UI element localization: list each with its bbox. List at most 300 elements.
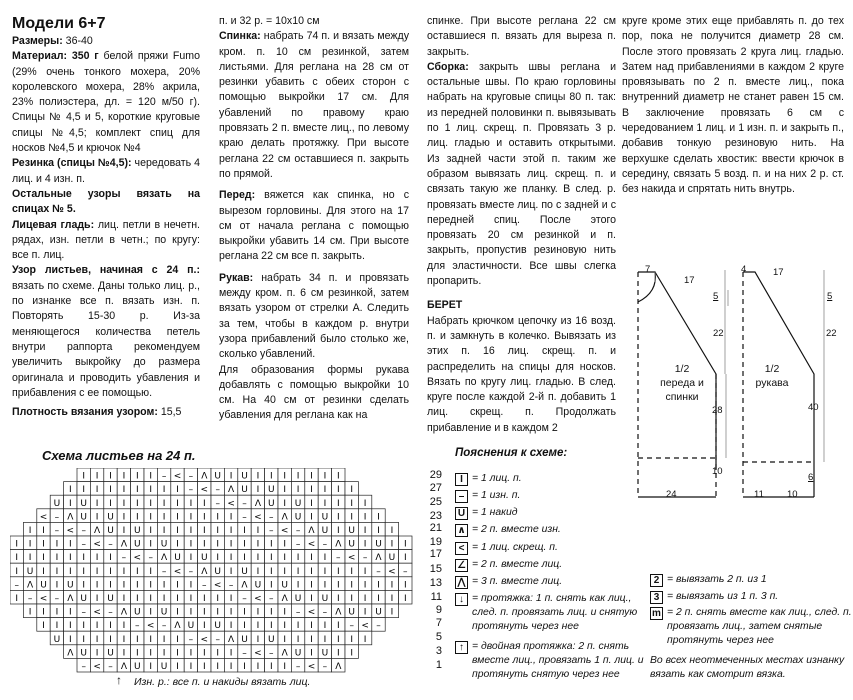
chart-stitch-symbol: I bbox=[283, 621, 287, 632]
chart-stitch-symbol: Λ bbox=[120, 607, 127, 618]
chart-stitch-symbol: I bbox=[229, 539, 233, 550]
chart-stitch-symbol: I bbox=[377, 526, 380, 536]
chart-stitch-symbol: I bbox=[189, 526, 193, 536]
chart-stitch-symbol: I bbox=[310, 580, 313, 591]
chart-stitch-symbol: – bbox=[269, 648, 274, 659]
sleeve-text: набрать 34 п. и провязать между кром. п. 6 см резинкой, затем вязать узором от стрелки А. Следить за тем, чтобы в каждом р. внутри узора прибавлений было столько же, сколько убавлений. bbox=[219, 271, 409, 361]
chart-stitch-symbol: I bbox=[28, 539, 32, 550]
legend-symbol: U bbox=[455, 507, 468, 520]
chart-stitch-symbol: I bbox=[135, 471, 139, 482]
legend-text: = 2 п. вместе лиц. bbox=[472, 559, 563, 570]
chart-stitch-symbol: I bbox=[323, 580, 327, 591]
chart-stitch-symbol: I bbox=[55, 621, 59, 632]
chart-stitch-symbol: < bbox=[254, 648, 262, 659]
chart-stitch-symbol: I bbox=[363, 607, 367, 618]
chart-stitch-symbol: I bbox=[42, 539, 45, 550]
chart-stitch-symbol: I bbox=[176, 594, 179, 604]
sleeve-dim-5: 40 bbox=[808, 402, 819, 413]
chart-stitch-symbol: U bbox=[40, 580, 47, 591]
stockinette-paragraph bbox=[12, 218, 200, 264]
chart-stitch-symbol: I bbox=[95, 634, 99, 645]
chart-stitch-symbol: I bbox=[310, 648, 313, 659]
chart-stitch-symbol: – bbox=[81, 526, 86, 536]
chart-stitch-symbol: I bbox=[350, 485, 354, 496]
chart-stitch-symbol: I bbox=[68, 566, 72, 577]
chart-stitch-symbol: I bbox=[310, 553, 313, 564]
chart-stitch-symbol: I bbox=[202, 594, 206, 604]
chart-stitch-symbol: U bbox=[321, 594, 329, 604]
chart-stitch-symbol: I bbox=[229, 594, 233, 604]
chart-stitch-symbol: U bbox=[201, 553, 208, 564]
front-label: Перед: bbox=[219, 189, 256, 202]
chart-stitch-symbol: Λ bbox=[281, 594, 288, 604]
chart-stitch-symbol: I bbox=[323, 471, 327, 482]
gauge-text: 15,5 bbox=[157, 406, 182, 419]
chart-stitch-symbol: I bbox=[95, 512, 99, 523]
chart-stitch-symbol: Λ bbox=[94, 526, 101, 536]
chart-stitch-symbol: I bbox=[403, 553, 407, 564]
chart-stitch-symbol: I bbox=[229, 553, 233, 564]
back-text: набрать 74 п. и вязать между кром. п. 10 см резинкой, затем листьями. Для реглана на 28 см от резинки убавить с обеих сторон с помощью выкройки 17 см. Для убавлений по правому краю провязать 2 п. вместе лиц., по левому краю делать протяжку. При высоте реглана 22 см оставшиеся п. закрыть по прямой. bbox=[219, 30, 409, 180]
chart-stitch-symbol: I bbox=[229, 471, 233, 482]
chart-stitch-symbol: U bbox=[321, 648, 329, 659]
chart-stitch-symbol: – bbox=[295, 662, 301, 672]
stockinette-label: Лицевая гладь: bbox=[12, 218, 95, 231]
chart-stitch-symbol: I bbox=[122, 594, 126, 604]
chart-stitch-symbol: I bbox=[135, 485, 139, 496]
legend-symbol: I bbox=[455, 473, 468, 486]
gauge-continued: п. и 32 р. = 10х10 см bbox=[219, 15, 320, 27]
chart-stitch-symbol: I bbox=[202, 498, 206, 509]
legend-text: = протяжка: 1 п. снять как лиц., след. п. провязать лиц. и снятую протянуть через нее bbox=[472, 593, 638, 632]
chart-stitch-symbol: Λ bbox=[161, 553, 168, 564]
chart-stitch-symbol: I bbox=[68, 498, 72, 509]
sleeve-dim-2: 17 bbox=[773, 267, 784, 278]
chart-stitch-symbol: U bbox=[214, 566, 221, 577]
chart-stitch-symbol: I bbox=[323, 553, 327, 564]
chart-stitch-symbol: I bbox=[216, 607, 220, 618]
chart-stitch-symbol: < bbox=[361, 621, 369, 632]
chart-stitch-symbol: I bbox=[310, 512, 313, 523]
chart-stitch-symbol: – bbox=[269, 526, 274, 536]
front-dim-5: 28 bbox=[712, 405, 723, 416]
chart-stitch-symbol: U bbox=[241, 566, 248, 577]
chart-stitch-symbol: I bbox=[229, 607, 233, 618]
chart-stitch-symbol: I bbox=[176, 539, 179, 550]
chart-stitch-symbol: I bbox=[350, 580, 354, 591]
chart-stitch-symbol: I bbox=[390, 580, 394, 591]
chart-stitch-symbol: I bbox=[82, 621, 86, 632]
chart-stitch-symbol: I bbox=[350, 634, 354, 645]
chart-stitch-symbol: U bbox=[348, 607, 355, 618]
beret-heading: БЕРЕТ bbox=[427, 299, 463, 312]
beret-text: Набрать крючком цепочку из 16 возд. п. и замкнуть в колечко. Вывязать из этих п. 16 лиц. скрещ. п. и распределить на спицы для носков. Вязать по кругу лиц. гладью. В след. круге после каждой 2-й п. добавить 1 лиц. скрещ. п. Продолжать прибавление и в каждом 2 bbox=[427, 314, 616, 434]
chart-stitch-symbol: I bbox=[256, 471, 260, 482]
chart-stitch-symbol: I bbox=[243, 662, 246, 672]
chart-row-number: 23 bbox=[429, 510, 442, 522]
chart-stitch-symbol: I bbox=[256, 526, 260, 536]
chart-stitch-symbol: < bbox=[388, 566, 396, 577]
chart-stitch-symbol: I bbox=[135, 566, 139, 577]
chart-stitch-symbol: – bbox=[215, 634, 220, 645]
chart-stitch-symbol: U bbox=[134, 526, 141, 536]
chart-stitch-symbol: I bbox=[122, 634, 126, 645]
chart-stitch-symbol: I bbox=[176, 648, 179, 659]
chart-stitch-symbol: I bbox=[229, 512, 233, 523]
chart-stitch-symbol: I bbox=[95, 621, 99, 632]
chart-stitch-symbol: I bbox=[310, 498, 313, 509]
chart-row-number: 19 bbox=[429, 536, 442, 548]
col3-intro: спинке. При высоте реглана 22 см оставшиеся п. вязать для выреза п. закрыть. bbox=[427, 15, 616, 58]
chart-stitch-symbol: I bbox=[390, 594, 394, 604]
chart-stitch-symbol: U bbox=[294, 498, 302, 509]
chart-stitch-symbol: I bbox=[403, 594, 407, 604]
chart-stitch-symbol: I bbox=[323, 485, 327, 496]
chart-stitch-symbol: – bbox=[242, 594, 247, 604]
legend-symbol: ↑ bbox=[455, 641, 468, 654]
chart-stitch-symbol: Λ bbox=[174, 621, 181, 632]
chart-stitch-symbol: I bbox=[363, 580, 367, 591]
chart-stitch-symbol: I bbox=[310, 634, 313, 645]
leaf-pattern-paragraph bbox=[12, 263, 200, 401]
chart-stitch-symbol: < bbox=[254, 594, 262, 604]
chart-stitch-symbol: I bbox=[109, 634, 112, 645]
front-dim-6: 10 bbox=[712, 466, 723, 477]
chart-stitch-symbol: I bbox=[68, 539, 72, 550]
chart-stitch-symbol: I bbox=[216, 512, 220, 523]
chart-stitch-symbol: – bbox=[54, 594, 60, 604]
chart-stitch-symbol: I bbox=[28, 553, 32, 564]
other-patterns-label: Остальные узоры вязать на спицах № 5. bbox=[12, 187, 200, 216]
rib-label: Резинка (спицы №4,5): bbox=[12, 157, 132, 170]
chart-stitch-symbol: I bbox=[109, 485, 112, 496]
chart-stitch-symbol: I bbox=[336, 648, 340, 659]
chart-stitch-symbol: I bbox=[296, 634, 300, 645]
chart-stitch-symbol: I bbox=[149, 594, 153, 604]
chart-stitch-symbol: I bbox=[68, 607, 72, 618]
chart-stitch-symbol: – bbox=[349, 621, 354, 632]
chart-stitch-symbol: I bbox=[296, 621, 300, 632]
chart-stitch-symbol: I bbox=[350, 498, 354, 509]
chart-stitch-symbol: I bbox=[216, 662, 220, 672]
chart-stitch-symbol: U bbox=[294, 648, 302, 659]
chart-stitch-symbol: I bbox=[202, 607, 206, 618]
chart-stitch-symbol: Λ bbox=[241, 580, 248, 591]
chart-stitch-symbol: I bbox=[216, 594, 220, 604]
chart-stitch-symbol: I bbox=[283, 634, 287, 645]
chart-stitch-symbol: < bbox=[133, 553, 142, 564]
chart-stitch-symbol: U bbox=[388, 553, 396, 564]
chart-stitch-symbol: Λ bbox=[228, 634, 235, 645]
chart-stitch-symbol: I bbox=[229, 648, 233, 659]
chart-stitch-symbol: Λ bbox=[335, 539, 342, 550]
chart-row-number: 27 bbox=[429, 482, 442, 494]
chart-stitch-symbol: I bbox=[229, 566, 233, 577]
chart-stitch-symbol: I bbox=[55, 607, 59, 618]
chart-stitch-symbol: < bbox=[280, 526, 289, 536]
chart-stitch-symbol: I bbox=[269, 566, 273, 577]
sleeve-paragraph-2: Для образования формы рукава добавлять с помощью выкройки 10 см. На 40 см от резинки сделать убавления для реглана как на bbox=[219, 363, 409, 422]
chart-stitch-symbol: U bbox=[375, 607, 382, 618]
chart-stitch-symbol: < bbox=[173, 471, 182, 482]
chart-stitch-symbol: U bbox=[134, 607, 141, 618]
chart-stitch-symbol: I bbox=[82, 485, 86, 496]
chart-stitch-symbol: I bbox=[256, 621, 260, 632]
chart-stitch-symbol: I bbox=[82, 553, 86, 564]
chart-stitch-symbol: I bbox=[135, 580, 139, 591]
chart-stitch-symbol: I bbox=[95, 594, 99, 604]
chart-stitch-symbol: I bbox=[162, 634, 166, 645]
chart-stitch-symbol: U bbox=[80, 594, 87, 604]
chart-stitch-symbol: I bbox=[176, 485, 179, 496]
chart-stitch-symbol: U bbox=[26, 566, 34, 577]
chart-stitch-symbol: I bbox=[149, 471, 153, 482]
chart-stitch-symbol: – bbox=[188, 471, 194, 482]
chart-stitch-symbol: I bbox=[363, 634, 367, 645]
chart-row-number: 3 bbox=[435, 645, 442, 657]
chart-stitch-symbol: I bbox=[310, 485, 313, 496]
chart-stitch-symbol: – bbox=[108, 662, 113, 672]
chart-stitch-symbol: I bbox=[189, 648, 193, 659]
chart-row-number: 25 bbox=[429, 496, 442, 508]
chart-stitch-symbol: I bbox=[296, 580, 300, 591]
chart-stitch-symbol: I bbox=[336, 498, 340, 509]
chart-stitch-symbol: I bbox=[256, 566, 260, 577]
legend-text: = 1 изн. п. bbox=[472, 490, 521, 501]
legend-symbol: ∠ bbox=[455, 559, 468, 572]
chart-stitch-symbol: I bbox=[176, 662, 179, 672]
chart-stitch-symbol: I bbox=[122, 526, 126, 536]
chart-stitch-symbol: – bbox=[269, 512, 274, 523]
chart-stitch-symbol: U bbox=[80, 648, 87, 659]
chart-stitch-symbol: I bbox=[296, 471, 300, 482]
chart-stitch-symbol: I bbox=[189, 498, 193, 509]
chart-stitch-symbol: I bbox=[202, 662, 206, 672]
chart-stitch-symbol: I bbox=[28, 607, 32, 618]
chart-stitch-symbol: U bbox=[53, 634, 61, 645]
chart-stitch-symbol: I bbox=[363, 566, 367, 577]
chart-row-number: 9 bbox=[435, 604, 442, 616]
chart-stitch-symbol: I bbox=[283, 553, 287, 564]
chart-stitch-symbol: U bbox=[107, 526, 114, 536]
chart-stitch-symbol: I bbox=[176, 634, 179, 645]
chart-stitch-symbol: U bbox=[160, 607, 168, 618]
chart-stitch-symbol: I bbox=[283, 607, 287, 618]
chart-stitch-symbol: I bbox=[310, 566, 313, 577]
chart-stitch-symbol: I bbox=[135, 594, 139, 604]
chart-stitch-symbol: I bbox=[202, 621, 206, 632]
chart-stitch-symbol: < bbox=[200, 485, 209, 496]
chart-stitch-symbol: I bbox=[202, 539, 206, 550]
chart-stitch-symbol: Λ bbox=[335, 662, 342, 672]
chart-stitch-symbol: < bbox=[93, 607, 101, 618]
legend-symbol: ↓ bbox=[455, 593, 468, 606]
chart-stitch-symbol: I bbox=[390, 539, 394, 550]
chart-stitch-symbol: U bbox=[268, 634, 275, 645]
chart-stitch-symbol: I bbox=[336, 634, 340, 645]
chart-stitch-symbol: I bbox=[202, 526, 206, 536]
chart-stitch-symbol: U bbox=[107, 648, 114, 659]
chart-stitch-symbol: < bbox=[93, 662, 101, 672]
chart-stitch-symbol: I bbox=[323, 634, 327, 645]
chart-stitch-symbol: I bbox=[283, 662, 287, 672]
chart-stitch-symbol: I bbox=[42, 553, 45, 564]
chart-stitch-symbol: U bbox=[160, 539, 168, 550]
chart-stitch-symbol: – bbox=[295, 526, 301, 536]
chart-stitch-symbol: I bbox=[55, 553, 59, 564]
sizes-value: 36-40 bbox=[62, 35, 93, 47]
legend-text: = 1 накид bbox=[472, 507, 518, 518]
chart-stitch-symbol: < bbox=[227, 498, 235, 509]
chart-stitch-symbol: Λ bbox=[335, 607, 342, 618]
chart-stitch-symbol: I bbox=[243, 539, 246, 550]
beret-text-continued: круге кроме этих еще прибавлять п. до тех пор, пока не получится диаметр 28 см. После этого провязать 2 круга лиц. гладью. Затем над прибавлениями в каждом 2 круге провязывать по 2 п. вместе лиц., пока внутренний диаметр не станет равен 15 см. В заключение провязать 6 см с чередованием 1 лиц. и 1 изн. п. и закрыть п., добавив тонкую резиновую нить. На верхушке сделать хвостик: ввести крючок в середину, связать 5 возд. п. и на них 2 р. ст. без накида и спрятать нить внутрь. bbox=[622, 15, 844, 196]
chart-stitch-symbol: I bbox=[296, 485, 300, 496]
chart-stitch-symbol: U bbox=[53, 498, 61, 509]
chart-row-number: 15 bbox=[429, 563, 442, 575]
chart-stitch-symbol: – bbox=[27, 594, 33, 604]
chart-stitch-symbol: Λ bbox=[67, 594, 74, 604]
chart-stitch-symbol: I bbox=[189, 580, 193, 591]
chart-stitch-symbol: I bbox=[189, 553, 193, 564]
chart-stitch-symbol: Λ bbox=[375, 553, 382, 564]
chart-stitch-symbol: I bbox=[323, 498, 327, 509]
chart-stitch-symbol: – bbox=[242, 512, 247, 523]
chart-stitch-symbol: I bbox=[336, 566, 340, 577]
chart-stitch-symbol: I bbox=[269, 662, 273, 672]
chart-row-number: 5 bbox=[435, 631, 442, 643]
chart-stitch-symbol: – bbox=[242, 498, 247, 509]
chart-stitch-symbol: I bbox=[256, 553, 260, 564]
chart-stitch-symbol: I bbox=[95, 485, 99, 496]
sizes-paragraph bbox=[12, 34, 200, 49]
chart-stitch-symbol: U bbox=[281, 580, 288, 591]
chart-stitch-symbol: I bbox=[310, 471, 313, 482]
chart-stitch-symbol: I bbox=[109, 580, 112, 591]
chart-stitch-symbol: I bbox=[310, 594, 313, 604]
front-text: вяжется как спинка, но с вырезом горловины. Для этого на 17 см от начала реглана с помощью выкройки убавить 14 см. При высоте реглана 22 см все п. закрыть. bbox=[219, 189, 409, 263]
chart-stitch-symbol: – bbox=[54, 526, 60, 536]
chart-stitch-symbol: U bbox=[67, 580, 74, 591]
chart-stitch-symbol: I bbox=[390, 526, 394, 536]
chart-stitch-symbol: < bbox=[93, 539, 101, 550]
chart-stitch-symbol: I bbox=[42, 621, 45, 632]
legend-symbol: m bbox=[650, 607, 663, 620]
chart-stitch-symbol: – bbox=[322, 607, 328, 618]
chart-stitch-symbol: U bbox=[80, 512, 87, 523]
chart-stitch-symbol: < bbox=[213, 580, 222, 591]
chart-stitch-symbol: I bbox=[189, 512, 193, 523]
front-dim-7: 24 bbox=[666, 489, 677, 500]
chart-stitch-symbol: I bbox=[216, 553, 220, 564]
chart-stitch-symbol: U bbox=[294, 594, 302, 604]
chart-stitch-symbol: – bbox=[161, 621, 167, 632]
assembly-paragraph bbox=[427, 60, 616, 289]
material-weight: 350 г bbox=[67, 50, 99, 63]
chart-stitch-symbol: I bbox=[109, 471, 112, 482]
legend-symbol: – bbox=[455, 490, 468, 503]
legend-text: = 3 п. вместе лиц. bbox=[472, 576, 563, 587]
legend-text: = 1 лиц. скрещ. п. bbox=[472, 542, 558, 553]
sizes-label: Размеры: bbox=[12, 35, 63, 47]
chart-stitch-symbol: U bbox=[241, 485, 248, 496]
legend-text: = 1 лиц. п. bbox=[472, 473, 522, 484]
chart-stitch-symbol: Λ bbox=[281, 512, 288, 523]
chart-stitch-symbol: – bbox=[135, 621, 140, 632]
chart-stitch-symbol: I bbox=[229, 526, 233, 536]
chart-stitch-symbol: – bbox=[148, 553, 153, 564]
chart-stitch-symbol: I bbox=[336, 485, 340, 496]
chart-stitch-symbol: I bbox=[42, 526, 45, 536]
chart-stitch-symbol: I bbox=[216, 648, 220, 659]
chart-stitch-symbol: I bbox=[283, 471, 287, 482]
chart-stitch-symbol: < bbox=[307, 539, 316, 550]
chart-stitch-symbol: I bbox=[202, 512, 206, 523]
sleeve-dim-8: 10 bbox=[787, 489, 798, 500]
chart-stitch-symbol: U bbox=[134, 662, 141, 672]
material-paragraph bbox=[12, 49, 200, 156]
chart-stitch-symbol: I bbox=[135, 634, 139, 645]
chart-stitch-symbol: I bbox=[82, 634, 86, 645]
chart-stitch-symbol: – bbox=[242, 648, 247, 659]
chart-stitch-symbol: < bbox=[39, 594, 48, 604]
chart-stitch-symbol: – bbox=[108, 539, 113, 550]
chart-stitch-symbol: I bbox=[176, 580, 179, 591]
chart-stitch-symbol: I bbox=[269, 471, 273, 482]
chart-stitch-symbol: U bbox=[294, 512, 302, 523]
chart-stitch-symbol: I bbox=[310, 621, 313, 632]
chart-stitch-symbol: Λ bbox=[27, 580, 34, 591]
arrow-up-icon: ↑ bbox=[116, 673, 122, 687]
chart-stitch-symbol: – bbox=[295, 539, 301, 550]
column-1 bbox=[12, 14, 200, 420]
chart-stitch-symbol: I bbox=[149, 539, 153, 550]
chart-stitch-symbol: I bbox=[363, 594, 367, 604]
chart-stitch-symbol: I bbox=[28, 526, 32, 536]
material-label: Материал: bbox=[12, 50, 68, 63]
legend-symbol: 2 bbox=[650, 574, 663, 587]
chart-stitch-symbol: I bbox=[202, 648, 206, 659]
legend-text: = 2 п. снять вместе как лиц., след. п. провязать лиц., затем снятые протянуть через нее bbox=[667, 607, 852, 646]
chart-stitch-symbol: – bbox=[376, 621, 381, 632]
chart-stitch-symbol: I bbox=[149, 566, 153, 577]
chart-stitch-symbol: I bbox=[162, 648, 166, 659]
chart-stitch-symbol: I bbox=[122, 512, 126, 523]
chart-stitch-symbol: I bbox=[176, 526, 179, 536]
chart-stitch-symbol: – bbox=[188, 634, 194, 645]
chart-stitch-symbol: I bbox=[176, 512, 179, 523]
legend-title: Пояснения к схеме: bbox=[455, 447, 568, 459]
chart-stitch-symbol: I bbox=[336, 512, 340, 523]
chart-stitch-symbol: – bbox=[108, 607, 113, 618]
chart-stitch-symbol: U bbox=[214, 471, 221, 482]
chart-row-number: 1 bbox=[435, 659, 442, 671]
sleeve-label: 1/2 рукава bbox=[755, 363, 789, 389]
stockinette-text: лиц. петли в нечетн. рядах, изн. петли в четн.; по кругу: все п. лиц. bbox=[12, 218, 200, 262]
chart-stitch-symbol: I bbox=[350, 512, 354, 523]
chart-stitch-symbol: I bbox=[176, 607, 179, 618]
chart-stitch-symbol: I bbox=[95, 471, 99, 482]
chart-stitch-symbol: < bbox=[307, 662, 316, 672]
chart-stitch-symbol: I bbox=[363, 526, 367, 536]
chart-stitch-symbol: I bbox=[122, 648, 126, 659]
chart-stitch-symbol: – bbox=[188, 566, 194, 577]
chart-stitch-symbol: I bbox=[149, 607, 153, 618]
chart-stitch-symbol: I bbox=[256, 634, 260, 645]
chart-stitch-symbol: I bbox=[363, 539, 367, 550]
chart-stitch-symbol: I bbox=[109, 621, 112, 632]
leaf-pattern-label: Узор листьев, начиная с 24 п.: bbox=[12, 264, 200, 277]
